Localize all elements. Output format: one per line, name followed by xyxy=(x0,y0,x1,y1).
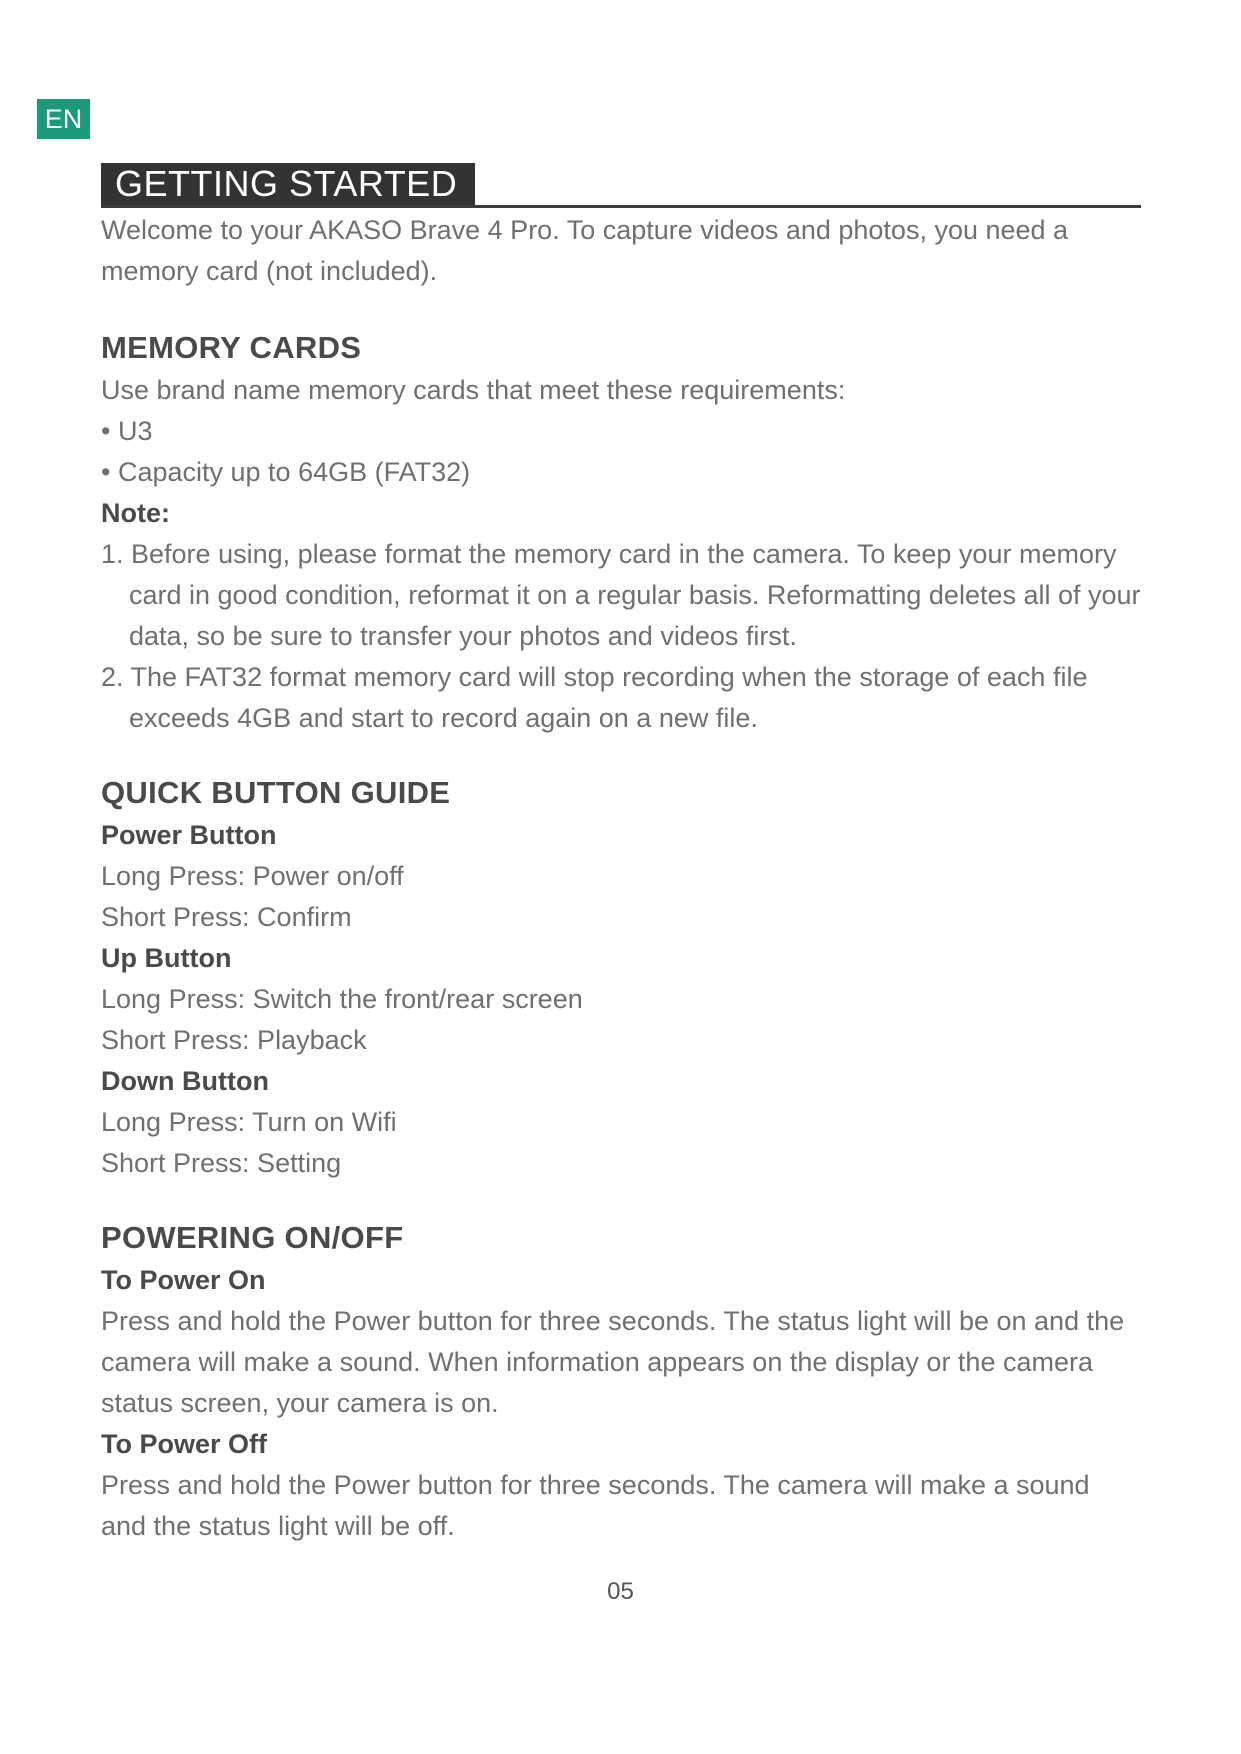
power-button-short-press: Short Press: Confirm xyxy=(101,902,352,932)
language-badge: EN xyxy=(37,99,90,139)
power-on-text: Press and hold the Power button for three seconds. The status light will be on and the camera will make a sound. When information appears on the display or the camera status screen, your camera is on. xyxy=(101,1306,1125,1418)
getting-started-title: GETTING STARTED xyxy=(101,163,475,205)
note-label: Note: xyxy=(101,498,170,528)
up-button-label: Up Button xyxy=(101,943,232,973)
page-content xyxy=(101,163,1141,1547)
list-item: 2. The FAT32 format memory card will stop recording when the storage of each file exceeds 4GB and start to record again on a new file. xyxy=(101,662,1088,733)
section-banner xyxy=(101,163,1141,208)
power-on-label: To Power On xyxy=(101,1265,266,1295)
getting-started-intro: Welcome to your AKASO Brave 4 Pro. To capture videos and photos, you need a memory card (not included). xyxy=(101,215,1069,286)
list-item: • U3 xyxy=(101,411,1141,452)
down-button-long-press: Long Press: Turn on Wifi xyxy=(101,1107,397,1137)
up-button-long-press: Long Press: Switch the front/rear screen xyxy=(101,984,583,1014)
list-item: 1. Before using, please format the memory card in the camera. To keep your memory card in good condition, reformat it on a regular basis. Reformatting deletes all of your data, so be sure to transfer your photos and videos first. xyxy=(101,539,1141,651)
power-button-long-press: Long Press: Power on/off xyxy=(101,861,404,891)
memory-cards-heading: MEMORY CARDS xyxy=(101,330,362,365)
list-item: • Capacity up to 64GB (FAT32) xyxy=(101,452,1141,493)
up-button-short-press: Short Press: Playback xyxy=(101,1025,367,1055)
requirements-list xyxy=(101,411,1141,493)
power-button-label: Power Button xyxy=(101,820,277,850)
power-off-label: To Power Off xyxy=(101,1429,267,1459)
down-button-short-press: Short Press: Setting xyxy=(101,1148,342,1178)
power-off-text: Press and hold the Power button for three seconds. The camera will make a sound and the status light will be off. xyxy=(101,1470,1090,1541)
quick-button-guide-heading: QUICK BUTTON GUIDE xyxy=(101,775,451,810)
powering-heading: POWERING ON/OFF xyxy=(101,1220,404,1255)
memory-cards-intro: Use brand name memory cards that meet these requirements: xyxy=(101,375,846,405)
page-number: 05 xyxy=(607,1578,634,1605)
notes-list xyxy=(101,534,1141,739)
down-button-label: Down Button xyxy=(101,1066,269,1096)
